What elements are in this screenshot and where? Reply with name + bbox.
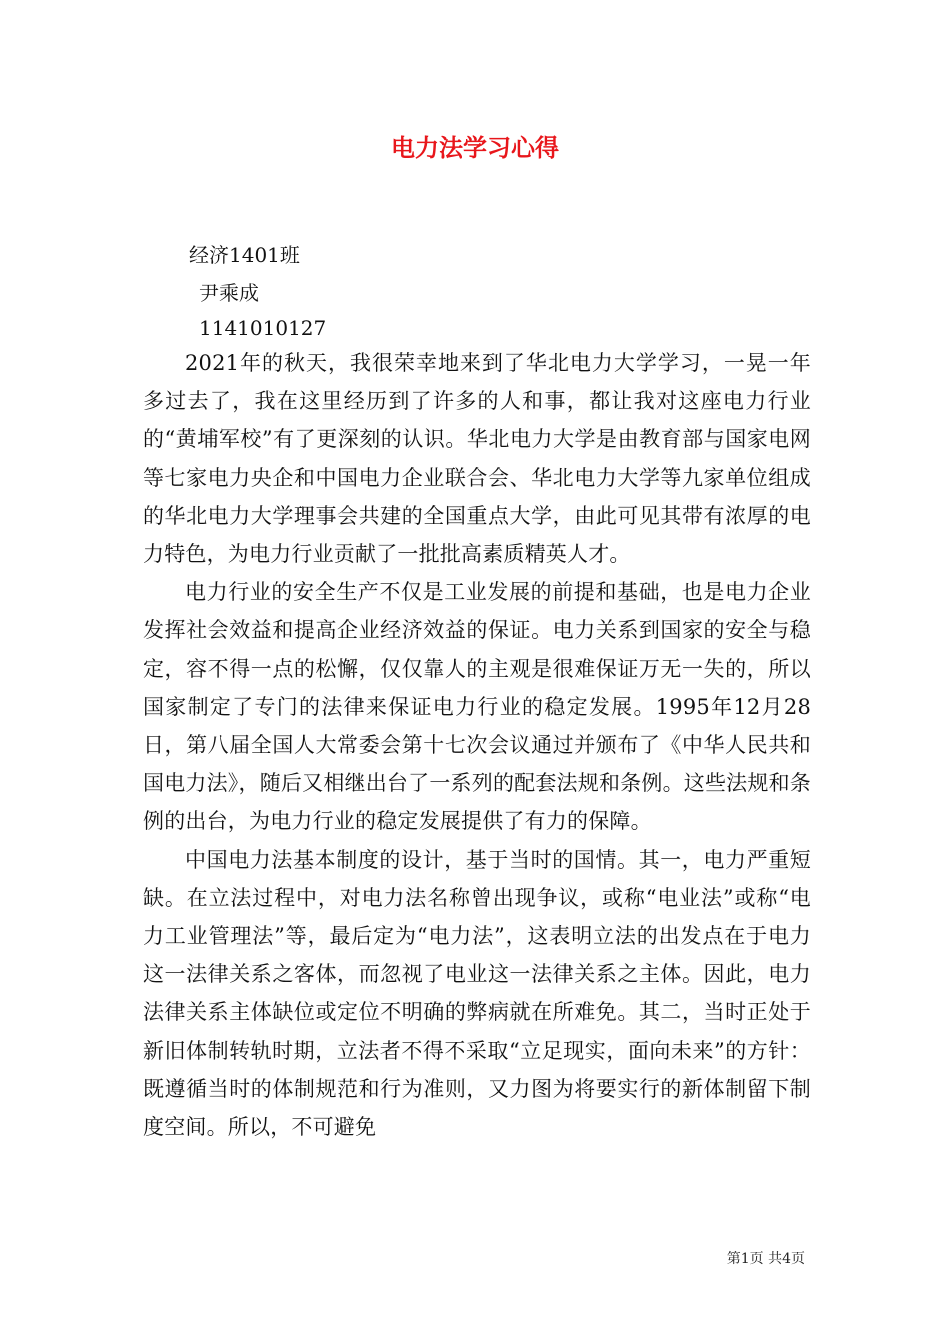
paragraph-2: 电力行业的安全生产不仅是工业发展的前提和基础，也是电力企业发挥社会效益和提高企业经济效益的保证。电力关系到国家的安全与稳定，容不得一点的松懈，仅仅靠人的主观是很难保证万无一失的，所以国家制定了专门的法律来保证电力行业的稳定发展。1995年12月28日，第八届全国人大常委会第十七次会议通过并颁布了《中华人民共和国电力法》，随后又相继出台了一系列的配套法规和条例。这些法规和条例的出台，为电力行业的稳定发展提供了有力的保障。	[143, 580, 811, 834]
class-name: 经济1401班	[189, 243, 300, 267]
paragraph-1: 2021年的秋天，我很荣幸地来到了华北电力大学学习，一晃一年多过去了，我在这里经历到了许多的人和事，都让我对这座电力行业的“黄埔军校”有了更深刻的认识。华北电力大学是由教育部与国家电网等七家电力央企和中国电力企业联合会、华北电力大学等九家单位组成的华北电力大学理事会共建的全国重点大学，由此可见其带有浓厚的电力特色，为电力行业贡献了一批批高素质精英人才。	[143, 351, 811, 567]
paragraph-3: 中国电力法基本制度的设计，基于当时的国情。其一，电力严重短缺。在立法过程中，对电力法名称曾出现争议，或称“电业法”或称“电力工业管理法”等，最后定为“电力法”，这表明立法的出发点在于电力这一法律关系之客体，而忽视了电业这一法律关系之主体。因此，电力法律关系主体缺位或定位不明确的弊病就在所难免。其二，当时正处于新旧体制转轨时期，立法者不得不采取“立足现实，面向未来”的方针：既遵循当时的体制规范和行为准则，又力图为将要实行的新体制留下制度空间。所以，不可避免	[143, 847, 811, 1140]
document-body	[143, 344, 811, 1146]
document-title: 电力法学习心得	[391, 133, 559, 162]
student-id: 1141010127	[199, 316, 327, 340]
author-name: 尹乘成	[199, 281, 259, 305]
page-number: 第1页 共4页	[726, 1251, 805, 1267]
